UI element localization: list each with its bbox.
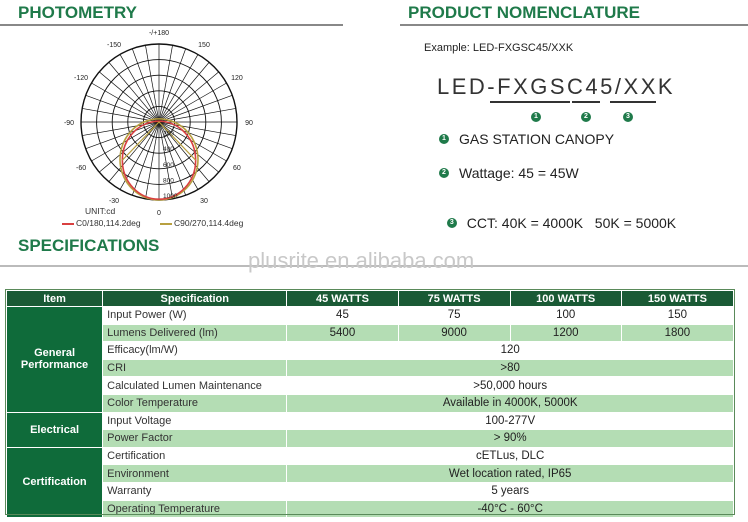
header-150w: 150 WATTS bbox=[621, 291, 733, 307]
group-general-performance: General Performance bbox=[7, 307, 103, 413]
photometry-title: PHOTOMETRY bbox=[18, 3, 138, 22]
row-label: Operating Temperature bbox=[103, 500, 287, 518]
specifications-table bbox=[6, 290, 734, 518]
table-row bbox=[7, 342, 734, 360]
polar-angle-label: 60 bbox=[233, 165, 241, 172]
row-label: Power Factor bbox=[103, 430, 287, 448]
polar-angle-label: -/+180 bbox=[148, 30, 170, 37]
photometry-legend-c90 bbox=[160, 218, 243, 228]
cell-value: 100-277V bbox=[287, 412, 734, 430]
table-row bbox=[7, 465, 734, 483]
row-label: Warranty bbox=[103, 482, 287, 500]
polar-radial-label: 400 bbox=[163, 146, 174, 154]
cell-value: >50,000 hours bbox=[287, 377, 734, 395]
row-label: Input Power (W) bbox=[103, 307, 287, 325]
nomenclature-title-rule bbox=[400, 24, 748, 26]
cell-value: -40°C - 60°C bbox=[287, 500, 734, 518]
item-3-text: CCT: 40K = 4000K 50K = 5000K bbox=[466, 215, 677, 231]
polar-angle-label: -90 bbox=[63, 120, 75, 127]
item-2-text: Wattage: 45 = 45W bbox=[459, 165, 579, 181]
photometry-unit: UNIT:cd bbox=[85, 206, 116, 216]
table-row bbox=[7, 482, 734, 500]
cell-value: 120 bbox=[287, 342, 734, 360]
header-specification: Specification bbox=[103, 291, 287, 307]
cell-value: 150 bbox=[621, 307, 733, 325]
code-marker-2: 2 bbox=[581, 112, 591, 122]
polar-angle-label: 90 bbox=[245, 120, 253, 127]
code-marker-1: 1 bbox=[531, 112, 541, 122]
row-label: Color Temperature bbox=[103, 394, 287, 412]
header-100w: 100 WATTS bbox=[510, 291, 621, 307]
code-part2-underline bbox=[572, 101, 600, 103]
polar-angle-label: 0 bbox=[157, 210, 161, 217]
legend-c0-swatch bbox=[62, 223, 74, 225]
code-part3-underline bbox=[610, 101, 656, 103]
table-row bbox=[7, 447, 734, 465]
table-row bbox=[7, 377, 734, 395]
table-row bbox=[7, 324, 734, 342]
item-2-marker: 2 bbox=[439, 168, 449, 178]
polar-angle-label: -150 bbox=[106, 42, 122, 50]
legend-c0-label: C0/180,114.2deg bbox=[76, 218, 141, 228]
cell-value: >80 bbox=[287, 359, 734, 377]
cell-value: 45 bbox=[287, 307, 398, 325]
code-separator: / bbox=[614, 74, 624, 99]
polar-radial-label: 800 bbox=[163, 177, 174, 185]
table-header-row bbox=[7, 291, 734, 307]
nomenclature-example: Example: LED-FXGSC45/XXK bbox=[424, 42, 574, 54]
legend-c90-label: C90/270,114.4deg bbox=[174, 218, 244, 228]
item-3-marker: 3 bbox=[447, 218, 457, 228]
table-row bbox=[7, 394, 734, 412]
polar-radial-label: 1000 bbox=[163, 193, 178, 200]
nomenclature-item-3 bbox=[439, 199, 676, 231]
header-item: Item bbox=[7, 291, 103, 307]
code-part1: FXGSC bbox=[497, 74, 586, 99]
cell-value: 5 years bbox=[287, 482, 734, 500]
row-label: Certification bbox=[103, 447, 287, 465]
nomenclature-code bbox=[437, 74, 675, 100]
row-label: Lumens Delivered (lm) bbox=[103, 324, 287, 342]
cell-value: Wet location rated, IP65 bbox=[287, 465, 734, 483]
watermark: plusrite.en.alibaba.com bbox=[248, 248, 475, 273]
code-prefix: LED- bbox=[437, 74, 498, 99]
table-row bbox=[7, 359, 734, 377]
cell-value: 9000 bbox=[398, 324, 510, 342]
cell-value: cETLus, DLC bbox=[287, 447, 734, 465]
code-part2: 45 bbox=[585, 74, 615, 99]
group-certification: Certification bbox=[7, 447, 103, 517]
nomenclature-title: PRODUCT NOMENCLATURE bbox=[408, 3, 641, 22]
legend-c90-swatch bbox=[160, 223, 172, 225]
table-row bbox=[7, 430, 734, 448]
specifications-title: SPECIFICATIONS bbox=[18, 236, 160, 255]
code-part3: XXK bbox=[623, 74, 676, 99]
cell-value: 100 bbox=[510, 307, 621, 325]
cell-value: 5400 bbox=[287, 324, 398, 342]
row-label: Environment bbox=[103, 465, 287, 483]
polar-angle-label: -60 bbox=[75, 165, 87, 172]
row-label: Efficacy(lm/W) bbox=[103, 342, 287, 360]
polar-angle-label: 30 bbox=[200, 197, 208, 205]
item-1-marker: 1 bbox=[439, 134, 449, 144]
row-label: Calculated Lumen Maintenance bbox=[103, 377, 287, 395]
row-label: CRI bbox=[103, 359, 287, 377]
group-electrical: Electrical bbox=[7, 412, 103, 447]
header-45w: 45 WATTS bbox=[287, 291, 398, 307]
cell-value: > 90% bbox=[287, 430, 734, 448]
polar-radial-label: 600 bbox=[163, 161, 174, 169]
polar-angle-label: 150 bbox=[198, 42, 210, 50]
code-marker-3: 3 bbox=[623, 112, 633, 122]
table-row bbox=[7, 412, 734, 430]
item-1-text: GAS STATION CANOPY bbox=[459, 131, 615, 147]
header-75w: 75 WATTS bbox=[398, 291, 510, 307]
polar-angle-label: -30 bbox=[108, 197, 120, 205]
nomenclature-item-1 bbox=[439, 131, 614, 147]
table-row bbox=[7, 307, 734, 325]
photometry-title-rule bbox=[0, 24, 343, 26]
polar-radial-label: 200 bbox=[163, 130, 174, 138]
cell-value: 75 bbox=[398, 307, 510, 325]
code-part1-underline bbox=[490, 101, 570, 103]
cell-value: 1800 bbox=[621, 324, 733, 342]
polar-angle-label: 120 bbox=[231, 75, 243, 82]
cell-value: 1200 bbox=[510, 324, 621, 342]
photometry-legend-c0 bbox=[62, 218, 141, 228]
cell-value: Available in 4000K, 5000K bbox=[287, 394, 734, 412]
nomenclature-item-2 bbox=[439, 165, 579, 181]
row-label: Input Voltage bbox=[103, 412, 287, 430]
table-row bbox=[7, 500, 734, 518]
polar-angle-label: -120 bbox=[74, 75, 89, 82]
